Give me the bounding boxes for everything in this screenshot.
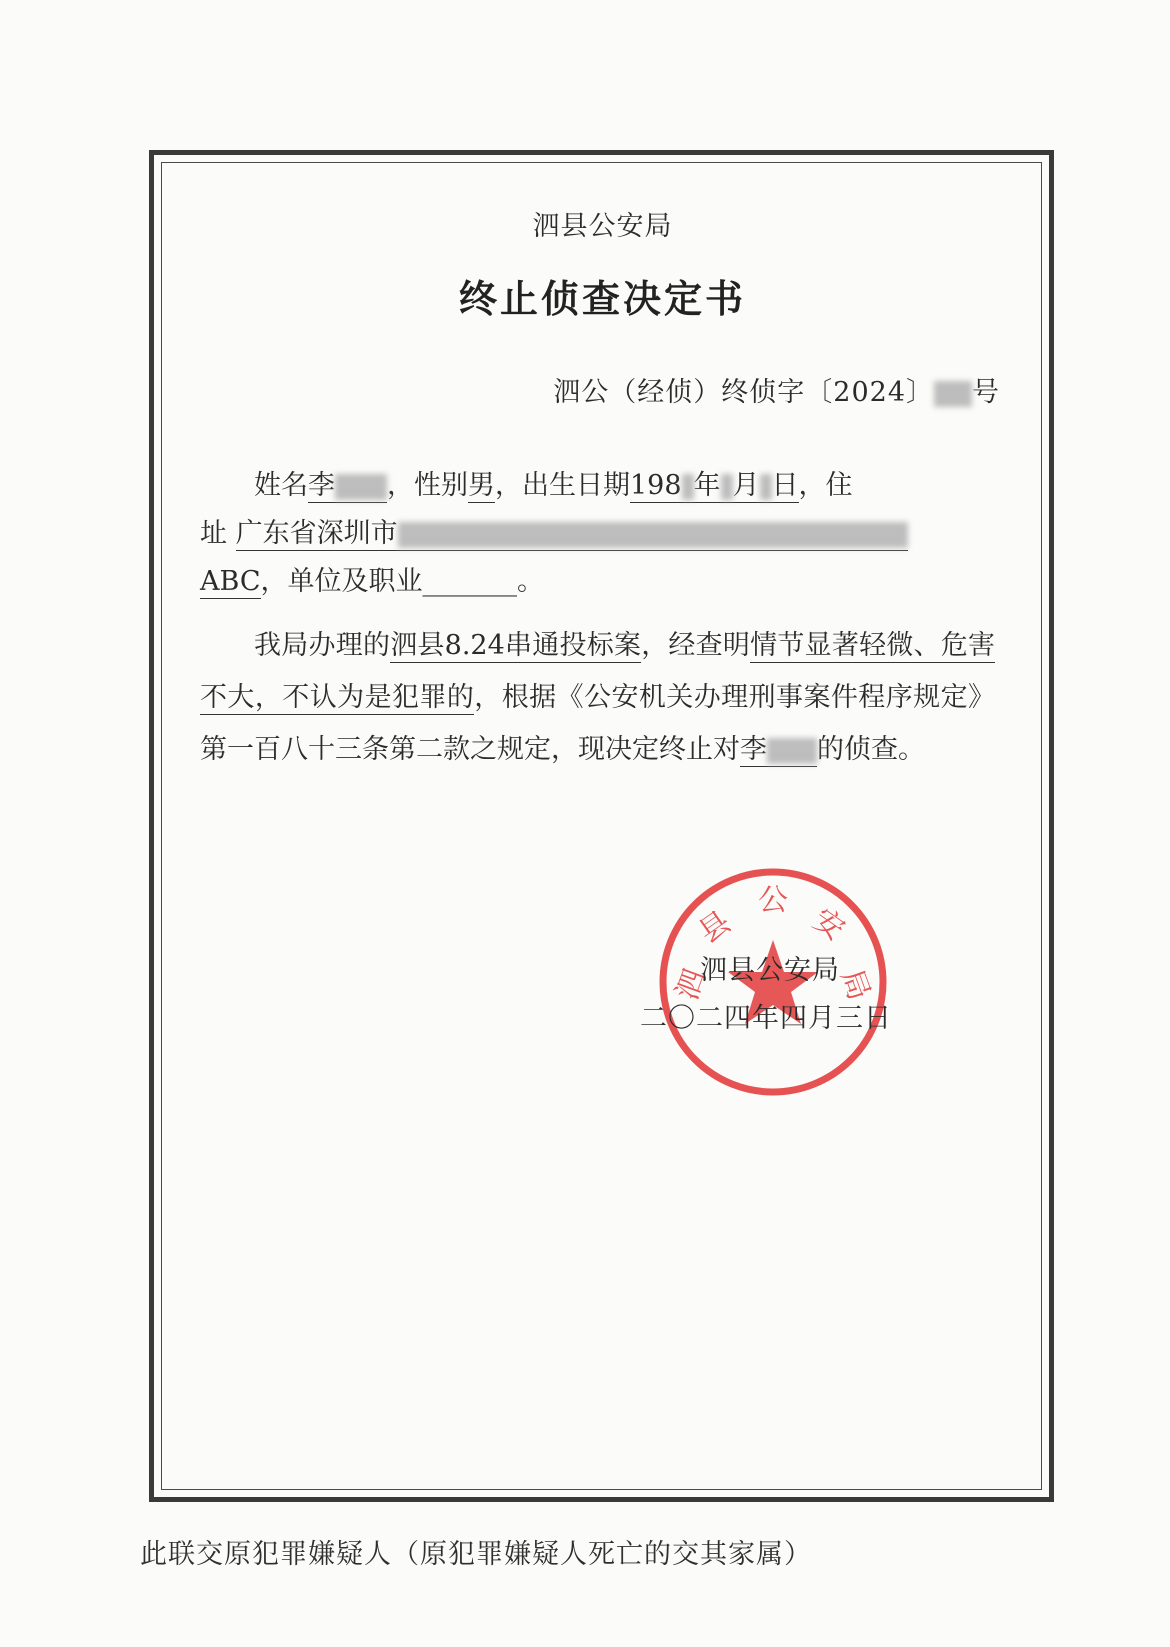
subject-name: 李 bbox=[740, 734, 767, 765]
address-field bbox=[236, 518, 908, 551]
issuing-agency-header: 泗县公安局 bbox=[532, 211, 673, 242]
redacted-address bbox=[398, 522, 908, 548]
case-name: 泗县8.24串通投标案 bbox=[390, 630, 642, 661]
redacted-subject-name bbox=[767, 738, 817, 764]
document-number-prefix: 泗公（经侦）终侦字〔2024〕 bbox=[553, 377, 934, 408]
p2-after-case: ，经查明 bbox=[641, 630, 751, 661]
birth-label: ，出生日期 bbox=[495, 470, 630, 501]
birth-day-unit: 日 bbox=[771, 470, 799, 501]
birth-date-field bbox=[630, 470, 799, 503]
address-tail: ABC bbox=[200, 566, 261, 597]
gender-label: ，性别 bbox=[387, 470, 468, 501]
personal-info-paragraph bbox=[200, 462, 995, 606]
seal-char-3: 公 bbox=[758, 883, 788, 918]
redacted-birth-year bbox=[682, 474, 694, 500]
document-number bbox=[553, 370, 1000, 409]
redacted-number bbox=[934, 381, 972, 407]
sentence-end: 。 bbox=[517, 566, 544, 597]
redacted-name bbox=[335, 474, 387, 500]
redacted-birth-month bbox=[721, 474, 733, 500]
employer-blank: _______ bbox=[422, 566, 517, 597]
seal-char-1: 泗 bbox=[669, 964, 713, 1005]
subject-name-field bbox=[740, 734, 817, 767]
finding: 情节显著轻微、危害不大，不认为是犯罪的 bbox=[200, 630, 996, 713]
seal-char-5: 局 bbox=[833, 964, 877, 1005]
name-field bbox=[308, 470, 387, 503]
address-intro: ，住 bbox=[798, 470, 853, 501]
decision-paragraph bbox=[200, 620, 995, 776]
name-label: 姓名 bbox=[254, 470, 308, 501]
document-title: 终止侦查决定书 bbox=[458, 276, 746, 321]
birth-month-unit: 月 bbox=[732, 470, 760, 501]
footer-note: 此联交原犯罪嫌疑人（原犯罪嫌疑人死亡的交其家属） bbox=[140, 1539, 812, 1570]
signature-agency: 泗县公安局 bbox=[700, 955, 840, 986]
address-label: 址 bbox=[200, 518, 227, 549]
seal-char-4: 安 bbox=[806, 901, 852, 948]
name-value: 李 bbox=[308, 470, 335, 501]
p2-intro: 我局办理的 bbox=[254, 630, 391, 661]
address-value: 广东省深圳市 bbox=[235, 518, 398, 549]
redacted-birth-day bbox=[760, 474, 772, 500]
birth-year-part: 198 bbox=[630, 470, 682, 501]
employer-label: ，单位及职业 bbox=[260, 566, 423, 597]
gender-value: 男 bbox=[468, 470, 495, 501]
document-inner-border bbox=[161, 162, 1042, 1490]
document-number-suffix: 号 bbox=[972, 377, 1000, 408]
p2-end: 的侦查。 bbox=[817, 734, 925, 765]
birth-year-unit: 年 bbox=[693, 470, 721, 501]
signature-date: 二〇二四年四月三日 bbox=[640, 1003, 892, 1034]
seal-char-2: 县 bbox=[692, 904, 738, 951]
p2-rest: ，根据《公安机关办理刑事案件程序规定》第一百八十三条第二款之规定，现决定终止对 bbox=[200, 682, 996, 765]
